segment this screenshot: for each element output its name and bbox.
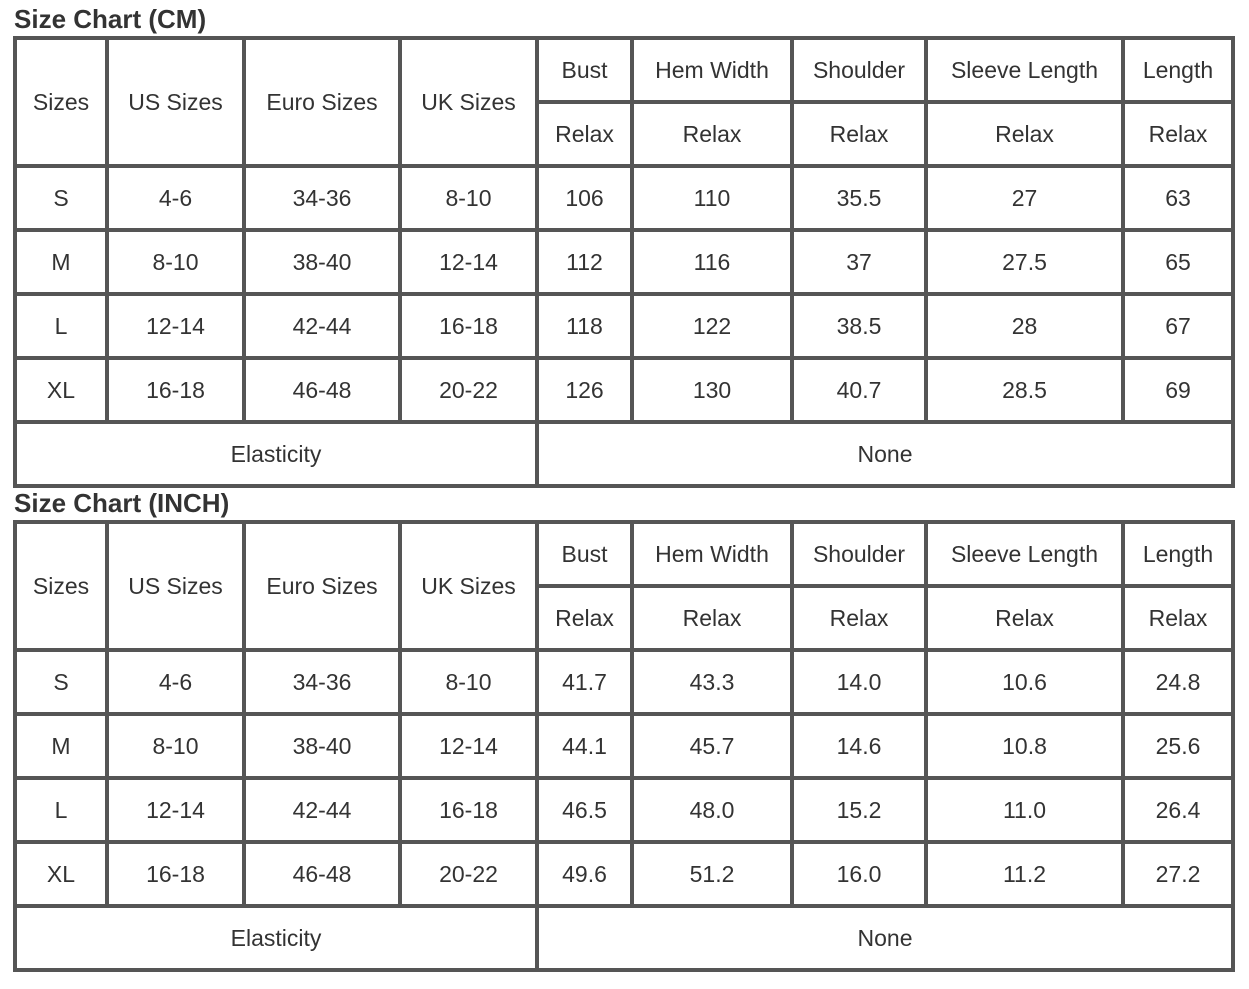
table-cell: 11.0 (926, 778, 1123, 842)
table-row (15, 650, 1233, 714)
elasticity-label: Elasticity (15, 422, 537, 486)
fit-label-shoulder: Relax (792, 102, 926, 166)
table-cell: S (15, 650, 107, 714)
header-length: Length (1123, 522, 1233, 586)
table-row (15, 842, 1233, 906)
table-cell: 118 (537, 294, 632, 358)
table-cell: 130 (632, 358, 792, 422)
table-row (15, 778, 1233, 842)
table-cell: 15.2 (792, 778, 926, 842)
fit-label-sleeve-length: Relax (926, 586, 1123, 650)
table-cell: 40.7 (792, 358, 926, 422)
table-cell: 34-36 (244, 166, 400, 230)
header-shoulder: Shoulder (792, 38, 926, 102)
table-cell: 20-22 (400, 358, 537, 422)
table-cell: M (15, 714, 107, 778)
table-cell: L (15, 294, 107, 358)
table-cell: 25.6 (1123, 714, 1233, 778)
table-row (15, 230, 1233, 294)
table-cell: 4-6 (107, 650, 244, 714)
table-cell: 46-48 (244, 358, 400, 422)
size-chart-cm-title: Size Chart (CM) (14, 4, 207, 34)
table-cell: 12-14 (107, 294, 244, 358)
table-cell: 51.2 (632, 842, 792, 906)
table-cell: 126 (537, 358, 632, 422)
table-cell: 26.4 (1123, 778, 1233, 842)
table-cell: 12-14 (400, 230, 537, 294)
table-cell: 20-22 (400, 842, 537, 906)
table-cell: 10.8 (926, 714, 1123, 778)
table-cell: 12-14 (400, 714, 537, 778)
table-cell: 42-44 (244, 294, 400, 358)
header-bust: Bust (537, 522, 632, 586)
fit-label-hem-width: Relax (632, 102, 792, 166)
table-cell: S (15, 166, 107, 230)
elasticity-row (15, 906, 1233, 970)
table-row (15, 294, 1233, 358)
table-cell: 11.2 (926, 842, 1123, 906)
table-cell: XL (15, 358, 107, 422)
table-cell: 27 (926, 166, 1123, 230)
table-row (15, 714, 1233, 778)
header-hem-width: Hem Width (632, 522, 792, 586)
table-cell: 122 (632, 294, 792, 358)
table-cell: 16-18 (400, 778, 537, 842)
size-header-cell: UK Sizes (400, 38, 537, 166)
fit-label-hem-width: Relax (632, 586, 792, 650)
header-shoulder: Shoulder (792, 522, 926, 586)
table-cell: 44.1 (537, 714, 632, 778)
table-cell: 48.0 (632, 778, 792, 842)
table-cell: 38.5 (792, 294, 926, 358)
header-row (15, 522, 1233, 586)
elasticity-value: None (537, 906, 1233, 970)
table-cell: 16-18 (107, 358, 244, 422)
table-cell: 116 (632, 230, 792, 294)
table-cell: L (15, 778, 107, 842)
table-cell: 8-10 (400, 650, 537, 714)
table-cell: 65 (1123, 230, 1233, 294)
table-cell: 16-18 (107, 842, 244, 906)
table-cell: 16-18 (400, 294, 537, 358)
table-cell: 112 (537, 230, 632, 294)
table-cell: 8-10 (400, 166, 537, 230)
size-header-cell: Sizes (15, 522, 107, 650)
size-header-cell: UK Sizes (400, 522, 537, 650)
table-cell: 43.3 (632, 650, 792, 714)
size-header-cell: Euro Sizes (244, 38, 400, 166)
header-sleeve-length: Sleeve Length (926, 522, 1123, 586)
fit-label-bust: Relax (537, 586, 632, 650)
table-cell: 14.6 (792, 714, 926, 778)
table-row (15, 166, 1233, 230)
header-hem-width: Hem Width (632, 38, 792, 102)
size-header-cell: Sizes (15, 38, 107, 166)
fit-label-length: Relax (1123, 586, 1233, 650)
elasticity-row (15, 422, 1233, 486)
table-cell: 8-10 (107, 714, 244, 778)
fit-label-shoulder: Relax (792, 586, 926, 650)
table-cell: 27.5 (926, 230, 1123, 294)
table-cell: 10.6 (926, 650, 1123, 714)
table-cell: 16.0 (792, 842, 926, 906)
table-cell: 46.5 (537, 778, 632, 842)
size-header-cell: Euro Sizes (244, 522, 400, 650)
table-cell: 14.0 (792, 650, 926, 714)
fit-label-sleeve-length: Relax (926, 102, 1123, 166)
table-cell: 106 (537, 166, 632, 230)
table-cell: 4-6 (107, 166, 244, 230)
elasticity-label: Elasticity (15, 906, 537, 970)
table-cell: 69 (1123, 358, 1233, 422)
table-cell: 67 (1123, 294, 1233, 358)
table-cell: 35.5 (792, 166, 926, 230)
size-header-cell: US Sizes (107, 38, 244, 166)
header-bust: Bust (537, 38, 632, 102)
table-cell: 24.8 (1123, 650, 1233, 714)
header-length: Length (1123, 38, 1233, 102)
table-cell: 28.5 (926, 358, 1123, 422)
table-cell: 12-14 (107, 778, 244, 842)
size-chart-inch-table (13, 520, 1235, 972)
table-cell: 28 (926, 294, 1123, 358)
elasticity-value: None (537, 422, 1233, 486)
table-cell: 41.7 (537, 650, 632, 714)
table-cell: M (15, 230, 107, 294)
table-cell: 37 (792, 230, 926, 294)
size-chart-inch-title: Size Chart (INCH) (14, 488, 230, 518)
header-row (15, 38, 1233, 102)
table-cell: 42-44 (244, 778, 400, 842)
table-cell: 34-36 (244, 650, 400, 714)
table-cell: 110 (632, 166, 792, 230)
table-cell: 49.6 (537, 842, 632, 906)
fit-label-bust: Relax (537, 102, 632, 166)
table-cell: 27.2 (1123, 842, 1233, 906)
size-chart-cm-table (13, 36, 1235, 488)
fit-label-length: Relax (1123, 102, 1233, 166)
size-header-cell: US Sizes (107, 522, 244, 650)
table-cell: 8-10 (107, 230, 244, 294)
table-cell: XL (15, 842, 107, 906)
table-cell: 46-48 (244, 842, 400, 906)
header-sleeve-length: Sleeve Length (926, 38, 1123, 102)
table-cell: 38-40 (244, 230, 400, 294)
table-cell: 63 (1123, 166, 1233, 230)
table-cell: 45.7 (632, 714, 792, 778)
table-cell: 38-40 (244, 714, 400, 778)
table-row (15, 358, 1233, 422)
